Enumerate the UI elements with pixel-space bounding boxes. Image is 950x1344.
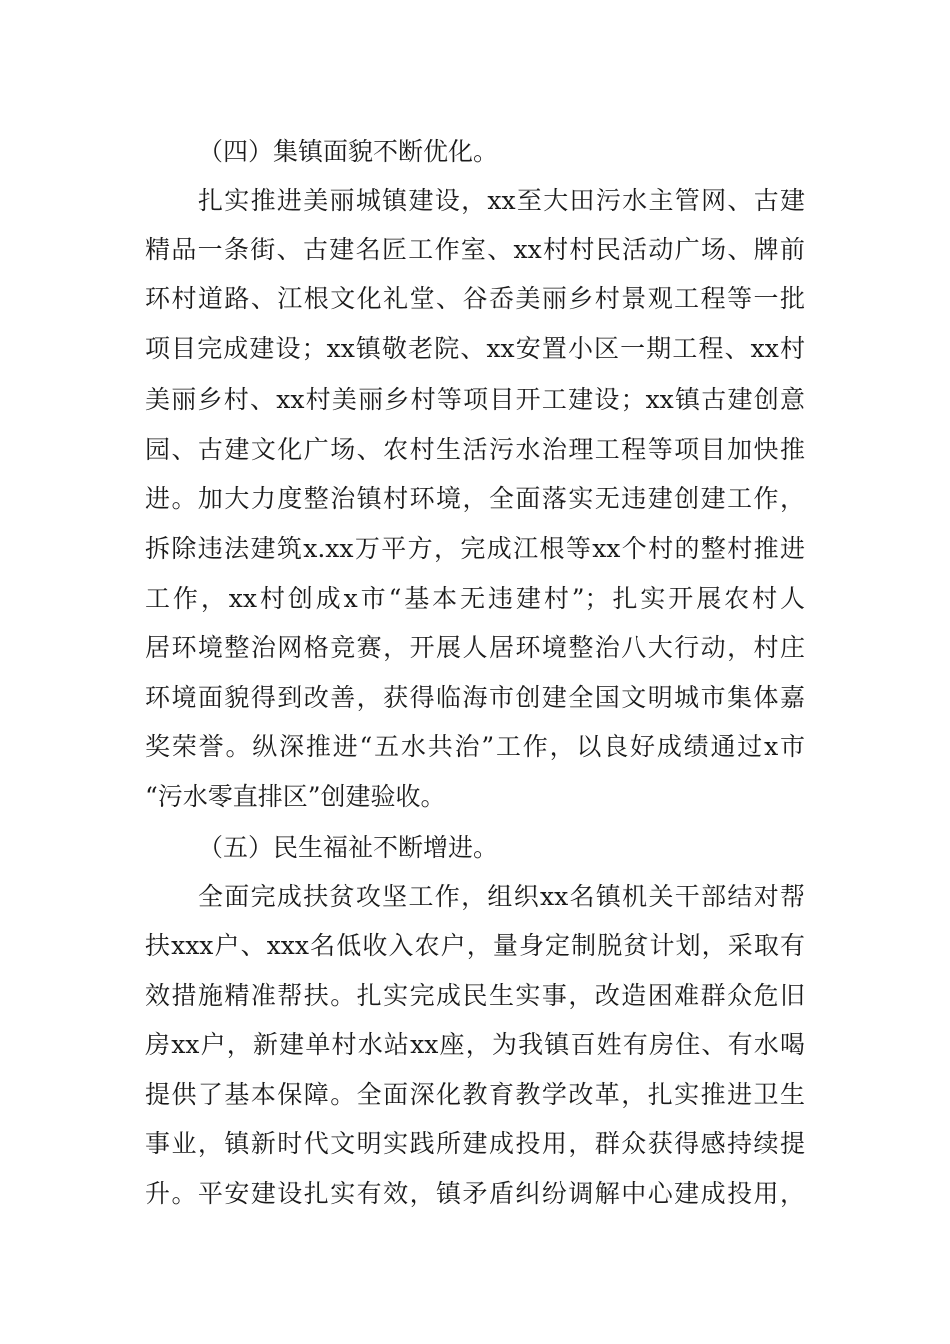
paragraph-line: 居环境整治网格竞赛，开展人居环境整治八大行动，村庄: [145, 633, 805, 662]
paragraph-line: 全面完成扶贫攻坚工作，组织xx名镇机关干部结对帮: [198, 882, 805, 911]
paragraph-line: 精品一条街、古建名匠工作室、xx村村民活动广场、牌前: [145, 235, 805, 264]
paragraph-line: 效措施精准帮扶。扎实完成民生实事，改造困难群众危旧: [145, 981, 805, 1010]
paragraph-line: 事业，镇新时代文明实践所建成投用，群众获得感持续提: [145, 1129, 805, 1158]
section-heading-4: （四）集镇面貌不断优化。: [198, 137, 499, 166]
paragraph-line: 工作，xx村创成x市“基本无违建村”；扎实开展农村人: [145, 584, 805, 613]
paragraph-line: 园、古建文化广场、农村生活污水治理工程等项目加快推: [145, 435, 805, 464]
paragraph-line: 拆除违法建筑x.xx万平方，完成江根等xx个村的整村推进: [145, 534, 805, 563]
paragraph-line: 项目完成建设；xx镇敬老院、xx安置小区一期工程、xx村: [145, 334, 805, 363]
paragraph-line: 环境面貌得到改善，获得临海市创建全国文明城市集体嘉: [145, 683, 805, 712]
paragraph-line: 提供了基本保障。全面深化教育教学改革，扎实推进卫生: [145, 1080, 805, 1109]
paragraph-line: 美丽乡村、xx村美丽乡村等项目开工建设；xx镇古建创意: [145, 385, 805, 414]
paragraph-line: 进。加大力度整治镇村环境，全面落实无违建创建工作，: [145, 484, 805, 513]
paragraph-line: 扎实推进美丽城镇建设，xx至大田污水主管网、古建: [198, 186, 805, 215]
paragraph-line: 奖荣誉。纵深推进“五水共治”工作，以良好成绩通过x市: [145, 732, 805, 761]
paragraph-line: 扶xxx户、xxx名低收入农户，量身定制脱贫计划，采取有: [145, 931, 805, 960]
section-heading-5: （五）民生福祉不断增进。: [198, 833, 499, 862]
paragraph-line: “污水零直排区”创建验收。: [145, 782, 446, 811]
paragraph-line: 房xx户，新建单村水站xx座，为我镇百姓有房住、有水喝: [145, 1030, 805, 1059]
paragraph-line: 环村道路、江根文化礼堂、谷岙美丽乡村景观工程等一批: [145, 284, 805, 313]
paragraph-line: 升。平安建设扎实有效，镇矛盾纠纷调解中心建成投用，: [145, 1179, 805, 1208]
